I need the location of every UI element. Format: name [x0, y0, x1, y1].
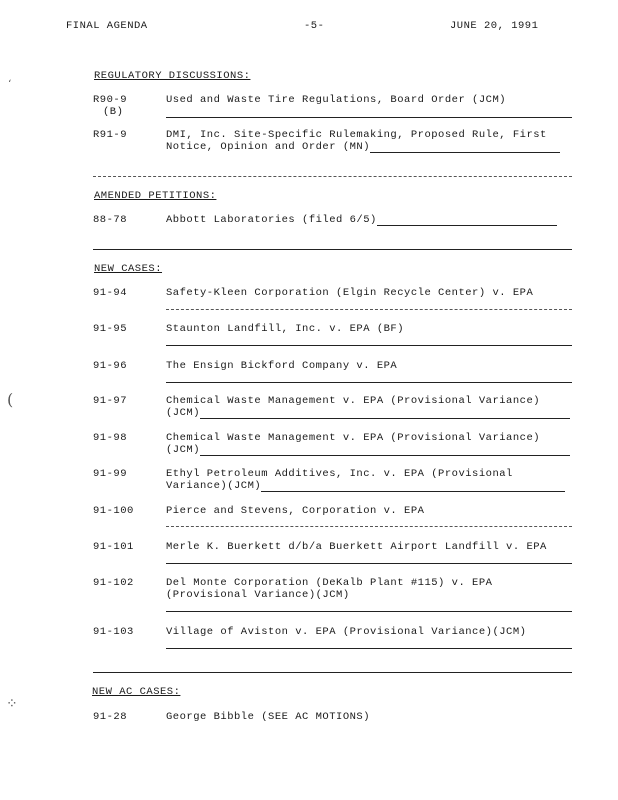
item-number: 91-102 — [93, 577, 134, 589]
item-number: R91-9 — [93, 129, 128, 141]
signature-line — [377, 215, 557, 226]
item-text: Chemical Waste Management v. EPA (Provisional Variance) — [166, 432, 541, 444]
item-text-continued — [166, 407, 570, 419]
item-text: George Bibble (SEE AC MOTIONS) — [166, 711, 371, 723]
item-text: Notice, Opinion and Order (MN) — [166, 141, 371, 153]
item-text: Ethyl Petroleum Additives, Inc. v. EPA (Provisional — [166, 468, 513, 480]
item-number: 91-96 — [93, 360, 128, 372]
item-number: 88-78 — [93, 214, 128, 226]
signature-line — [200, 408, 570, 419]
signature-line — [166, 611, 572, 612]
item-text: (JCM) — [166, 407, 201, 419]
signature-line — [261, 481, 565, 492]
section-divider — [93, 672, 572, 673]
signature-line — [166, 345, 572, 346]
item-number: 91-97 — [93, 395, 128, 407]
item-text: Staunton Landfill, Inc. v. EPA (BF) — [166, 323, 405, 335]
item-text-continued — [166, 214, 557, 226]
item-number: 91-94 — [93, 287, 128, 299]
item-text: Chemical Waste Management v. EPA (Provisional Variance) — [166, 395, 541, 407]
item-text: Pierce and Stevens, Corporation v. EPA — [166, 505, 425, 517]
signature-line — [200, 445, 570, 456]
item-text: Variance)(JCM) — [166, 480, 262, 492]
section-divider — [93, 176, 572, 177]
section-regulatory-discussions: REGULATORY DISCUSSIONS: — [94, 70, 251, 82]
section-new-cases: NEW CASES: — [94, 263, 163, 275]
item-text: Del Monte Corporation (DeKalb Plant #115) v. EPA — [166, 577, 493, 589]
item-text-continued — [166, 480, 565, 492]
section-divider — [93, 249, 572, 250]
item-text: Merle K. Buerkett d/b/a Buerkett Airport Landfill v. EPA — [166, 541, 547, 553]
item-text: The Ensign Bickford Company v. EPA — [166, 360, 398, 372]
signature-line — [166, 117, 572, 118]
page-number: -5- — [304, 20, 325, 32]
item-text: Safety-Kleen Corporation (Elgin Recycle Center) v. EPA — [166, 287, 534, 299]
margin-mark-icon: ⁘ — [6, 696, 19, 712]
item-subnumber: (B) — [103, 106, 124, 118]
header-title: FINAL AGENDA — [66, 20, 148, 32]
item-text-continued — [166, 141, 560, 153]
item-number: 91-101 — [93, 541, 134, 553]
item-number: 91-100 — [93, 505, 134, 517]
signature-line — [166, 526, 572, 527]
item-number: 91-95 — [93, 323, 128, 335]
margin-mark-icon: ‘ — [8, 78, 12, 90]
signature-line — [166, 648, 572, 649]
item-text: Abbott Laboratories (filed 6/5) — [166, 214, 377, 226]
item-number: 91-98 — [93, 432, 128, 444]
item-number: 91-99 — [93, 468, 128, 480]
item-number: 91-28 — [93, 711, 128, 723]
signature-line — [370, 142, 560, 153]
item-text: DMI, Inc. Site-Specific Rulemaking, Proposed Rule, First — [166, 129, 547, 141]
header-date: JUNE 20, 1991 — [450, 20, 539, 32]
signature-line — [166, 563, 572, 564]
signature-line — [166, 382, 572, 383]
item-text: (Provisional Variance)(JCM) — [166, 589, 350, 601]
margin-mark-icon: ( — [7, 390, 14, 409]
section-amended-petitions: AMENDED PETITIONS: — [94, 190, 217, 202]
item-number: R90-9 — [93, 94, 128, 106]
item-text: Used and Waste Tire Regulations, Board Order (JCM) — [166, 94, 507, 106]
item-text-continued — [166, 444, 570, 456]
section-new-ac-cases: NEW AC CASES: — [92, 686, 181, 698]
signature-line — [166, 309, 572, 310]
item-text: Village of Aviston v. EPA (Provisional Variance)(JCM) — [166, 626, 527, 638]
item-text: (JCM) — [166, 444, 201, 456]
item-number: 91-103 — [93, 626, 134, 638]
